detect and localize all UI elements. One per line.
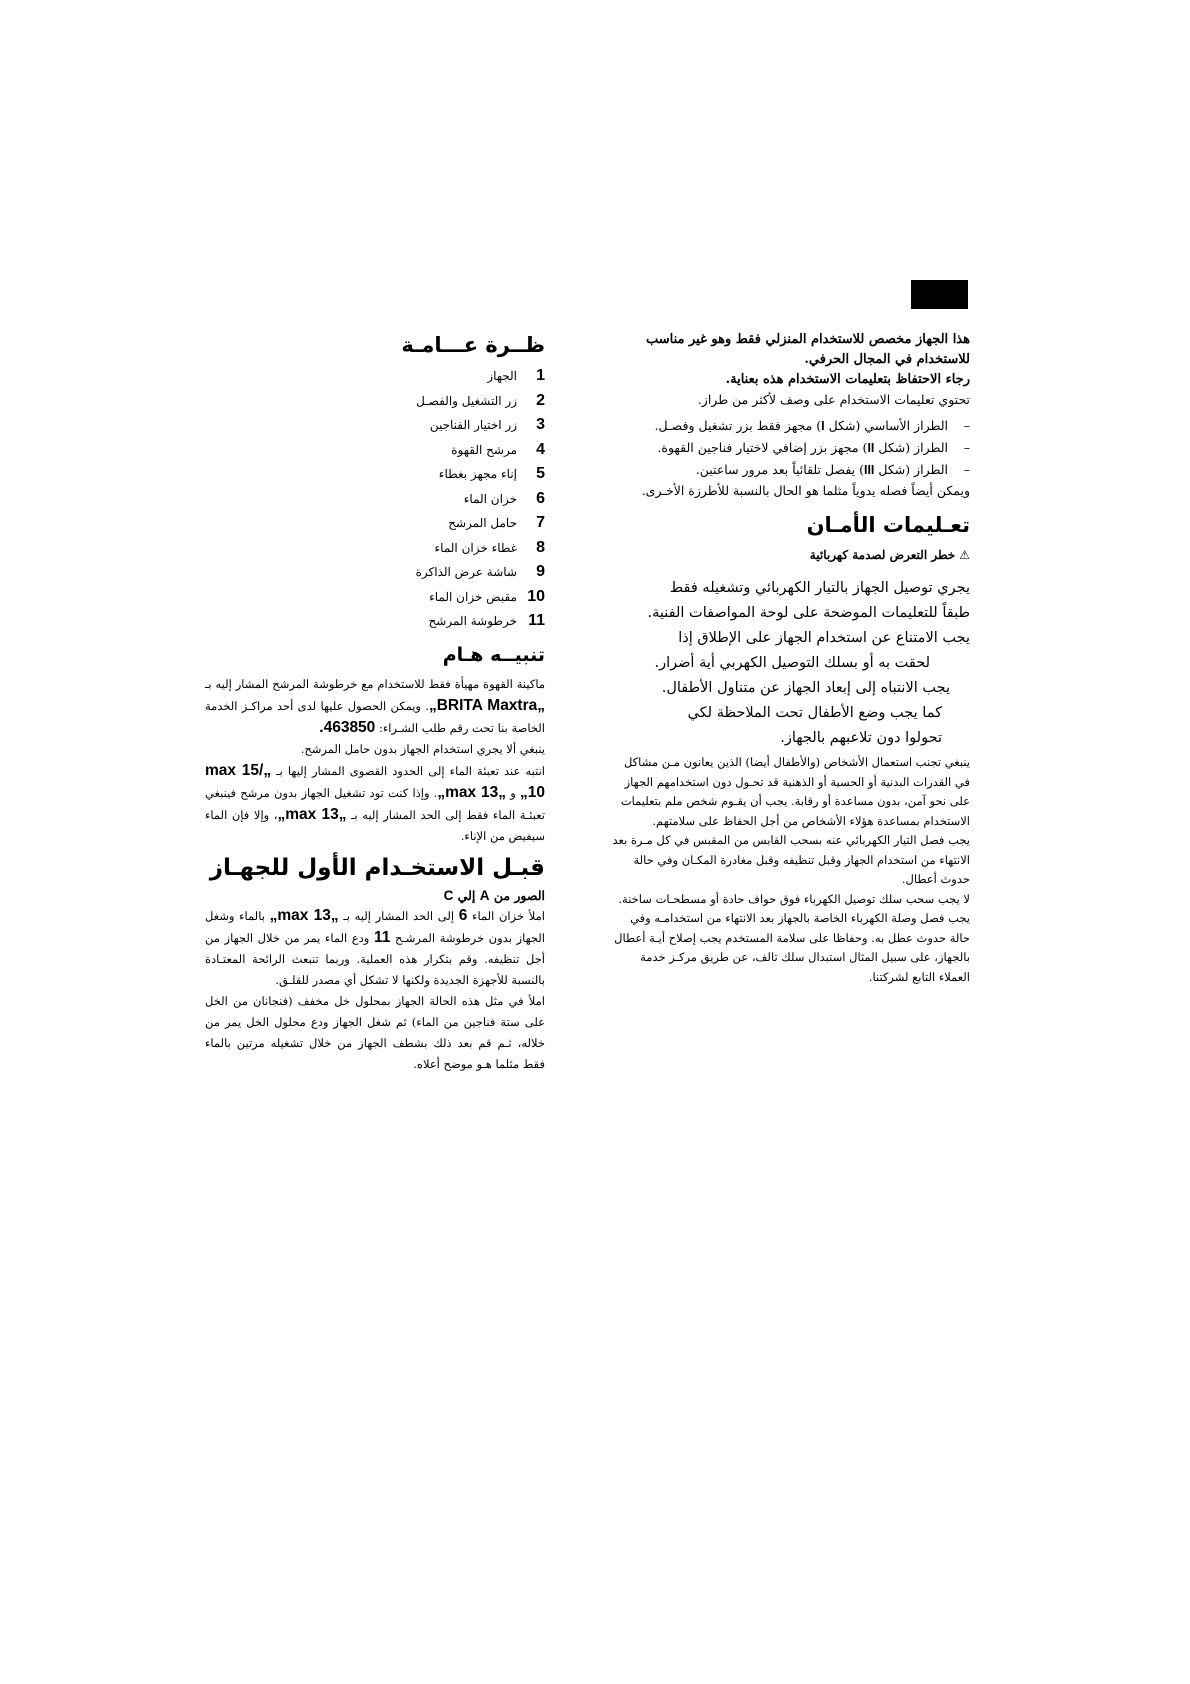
electric-shock-warning: ⚠خطر التعرض لصدمة كهربائية <box>809 548 970 562</box>
figures-reference: الصور من A إلي C <box>443 887 545 903</box>
safety-main-text: يجري توصيل الجهاز بالتيار الكهربائي وتشغيله فقط طبقاً للتعليمات الموضحة على لوحة المواصفات الفنية. يجب الامتناع عن استخدام الجهاز على الإطلاق إذا لحقت به أو بسلك التوصيل الكهربي أية أضرار. يجب الانتباه إلى إبعاد الجهاز عن متناول الأطفال. كما يجب وضع الأطفال تحت الملاحظة لكي تحولوا دون تلاعبهم بالجهاز. <box>647 580 970 746</box>
model-item: – الطراز (شكل III) يفصل تلقائياً بعد مرور ساعتين. <box>695 462 970 477</box>
filter-brand: „BRITA Maxtra„ <box>428 696 545 714</box>
max-mark: „max 15/ 10„ <box>205 761 545 801</box>
left-column <box>205 330 545 1075</box>
part-item: 6 خزان الماء <box>463 489 545 507</box>
models-intro: تحتوي تعليمات الاستخدام على وصف لأكثر من طراز. <box>697 392 970 407</box>
part-item: 3 زر اختيار الفناجين <box>429 416 545 433</box>
part-item: 9 شاشة عرض الذاكرة <box>415 563 545 580</box>
safety-detail-text: ينبغي تجنب استعمال الأشخاص (والأطفال أيضا) الذين يعانون مـن مشاكل في القدرات البدنية أو الحسية أو الذهنية قد تحـول دون استخدامهم الجهاز على نحو آمن، بدون مساعدة أو رقابة. يجب أن يقـوم شخص ملم بتعليمات الاستخدام بمساعدة هؤلاء الأشخاص من أجل الحفاظ على سلامتهم. يجب فصل التيار الكهربائي عنه بسحب القابس من المقبس في كل مـرة بعد الانتهاء من استخدام الجهاز وقبل تنظيفه وقبل مغادرة المكـان وفي حالة حدوث أعطال. لا يجب سحب سلك توصيل الكهرباء فوق حواف حادة أو مسطحـات ساخنة. يجب فصل وصلة الكهرباء الخاصة بالجهاز بعد الانتهاء من استخدامـه وفي حالة حدوث عطل به. وحفاظا على سلامة المستخدم يجب إصلاح أيـة أعطال بالجهاز، على سبيل المثال استبدال سلك تالف، عن طريق مركـز خدمة العملاء التابع لشركتنا. <box>612 755 970 984</box>
important-notice-text: ماكينة القهوة مهيأة فقط للاستخدام مع خرطوشة المرشح المشار إليه بـ „BRITA Maxtra„. ويمكن الحصول عليها لدى أحد مراكـز الخدمة الخاصة بنا تحت رقم طلب الشـراء: 463850. ينبغي ألا يجري استخدام الجهاز بدون حامل المرشح. انتبه عند تعبئة الماء إلى الحدود القصوى المشار إليها بـ „max 15/ 10„ و „max 13„. وإذا كنت تود تشغيل الجهاز بدون مرشح فينبغي تعبئـة الماء فقط إلى الحد المشار إليه بـ „max 13„، وإلا فإن الماء سيفيض من الإناء. <box>205 676 545 843</box>
model-item: – الطراز (شكل II) مجهز بزر إضافي لاختيار فناجين القهوة. <box>657 440 970 455</box>
language-tab-marker <box>911 280 968 309</box>
part-item: 8 غطاء خزان الماء <box>434 538 545 556</box>
overview-heading: ظــرة عـــامـة <box>401 333 545 357</box>
keep-instructions-notice: رجاء الاحتفاظ بتعليمات الاستخدام هذه بعناية. <box>725 372 970 387</box>
part-item: 10 مقبض خزان الماء <box>429 587 545 605</box>
part-item: 1 الجهاز <box>487 367 545 384</box>
max-mark: „max 13„ <box>277 805 347 823</box>
right-column <box>612 330 970 987</box>
max-mark: „max 13„ <box>437 783 507 801</box>
part-item: 4 مرشح القهوة <box>451 440 545 458</box>
models-list <box>612 415 970 481</box>
models-note: ويمكن أيضاً فصله يدوياً مثلما هو الحال بالنسبة للأطرزة الأخـرى. <box>641 483 970 498</box>
part-item: 5 إناء مجهز بغطاء <box>438 465 545 482</box>
part-item: 11 خرطوشة المرشح <box>428 612 545 629</box>
order-number: 463850. <box>319 718 376 736</box>
first-use-text: املأ خزان الماء 6 إلى الحد المشار إليه بـ „max 13„ بالماء وشغل الجهاز بدون خرطوشة المرشـح 11 ودع الماء يمر من خلال الجهاز من أجل تنظيفه. وقم بتكرار هذه العملية. وربما تنبعث الرائحة المعتـادة بالنسبة للأجهزة الجديدة ولكنها لا تشكل أي مصدر للقلـق. املأ في مثل هذه الحالة الجهاز بمحلول خل مخفف (فنجانان من الخل على ستة فناجين من الماء) ثم شغل الجهاز ودع محلول الخل يمر من خلاله، ثـم قم بعد ذلك بشطف الجهاز من خلال تشغيله مرتين بالماء فقط مثلما هـو موضح أعلاه. <box>205 906 545 1071</box>
figure-ref: I <box>821 419 825 433</box>
household-use-notice: هذا الجهاز مخصص للاستخدام المنزلي فقط وهو غير مناسب للاستخدام في المجال الحرفي. <box>645 332 970 367</box>
figure-ref: III <box>863 463 875 477</box>
important-notice-heading: تنبيــه هـام <box>442 643 545 666</box>
safety-heading: تعـليمات الأمـان <box>806 513 970 537</box>
part-item: 7 حامل المرشح <box>448 514 545 531</box>
max-mark: „max 13„ <box>269 906 339 924</box>
figure-ref: II <box>867 441 875 455</box>
model-item: – الطراز الأساسي (شكل I) مجهز فقط بزر تشغيل وفصـل. <box>654 418 970 433</box>
parts-list <box>205 364 545 634</box>
first-use-heading: قبـل الاستخـدام الأول للجهـاز <box>209 854 545 881</box>
part-item: 2 زر التشغيل والفصـل <box>416 391 545 409</box>
warning-triangle-icon: ⚠ <box>959 548 970 562</box>
